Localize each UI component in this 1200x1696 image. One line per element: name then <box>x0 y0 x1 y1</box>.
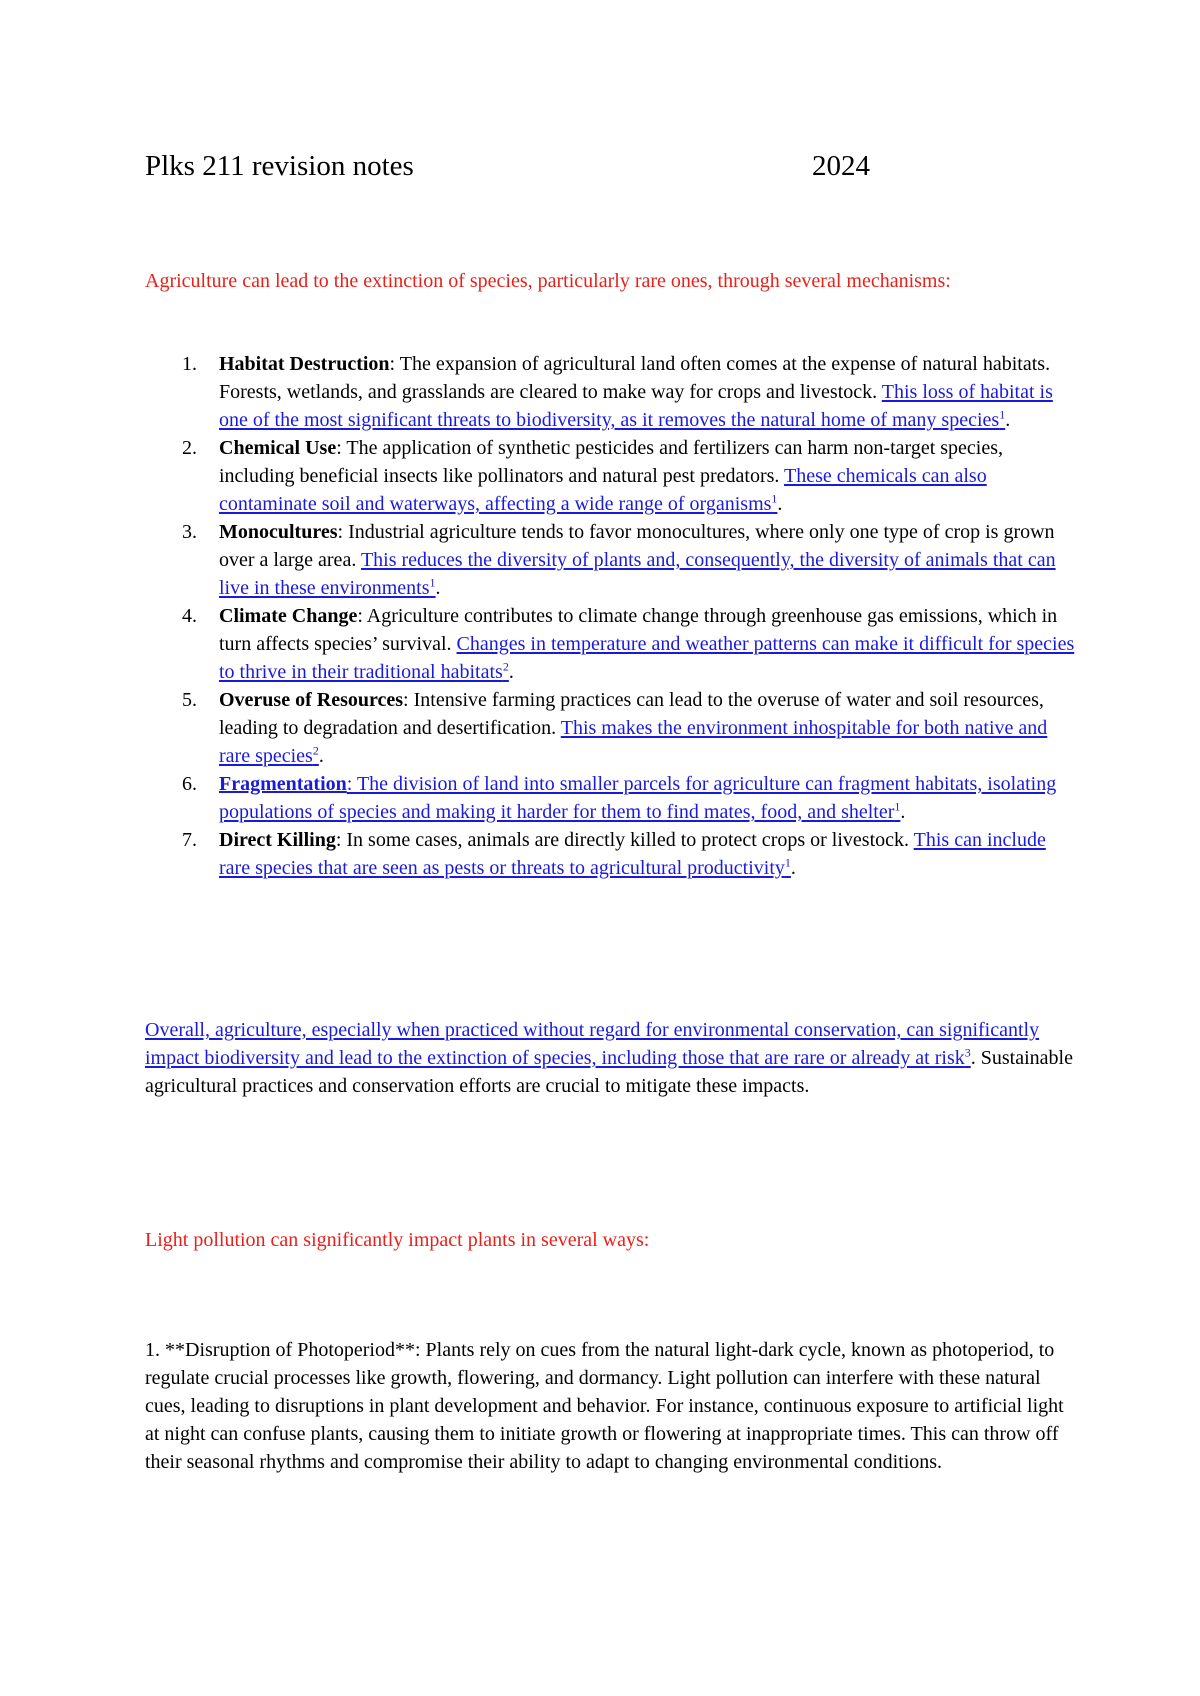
list-item <box>145 826 1075 882</box>
list-number: 2. <box>182 437 197 459</box>
citation-link[interactable]: : The division of land into smaller parcels for agriculture can fragment habitats, isolating populations of species and making it harder for them to find mates, food, and shelter$^1$ <box>219 773 1057 823</box>
section1-intro: Agriculture can lead to the extinction of species, particularly rare ones, through several mechanisms: <box>145 270 951 292</box>
list-end: . <box>318 745 324 767</box>
reference-number[interactable]: 1 <box>784 855 791 870</box>
reference-number[interactable]: 3 <box>964 1045 971 1060</box>
list-text: : Industrial agriculture tends to favor monocultures, where only one type of crop is grown over a large area. <box>219 521 1055 571</box>
list-term: Monocultures <box>219 521 338 543</box>
list-text: : The application of synthetic pesticides and fertilizers can harm non-target species, including beneficial insects like pollinators and natural pest predators. <box>219 437 1004 487</box>
list-number: 4. <box>182 605 197 627</box>
reference-number[interactable]: 1 <box>771 491 778 506</box>
citation-link[interactable]: This makes the environment inhospitable for both native and rare species$^2$ <box>219 717 1048 767</box>
list-item <box>145 518 1075 602</box>
list-number: 1. <box>182 353 197 375</box>
mechanisms-list <box>145 350 1075 882</box>
list-end: . <box>1005 409 1011 431</box>
list-item <box>145 602 1075 686</box>
section2-intro: Light pollution can significantly impact plants in several ways: <box>145 1229 650 1251</box>
list-item <box>145 686 1075 770</box>
list-term-link[interactable]: Fragmentation <box>219 773 347 795</box>
reference-number[interactable]: 1 <box>894 799 901 814</box>
reference-number[interactable]: 2 <box>502 659 509 674</box>
list-term: Habitat Destruction <box>219 353 390 375</box>
citation-link[interactable]: This reduces the diversity of plants and, consequently, the diversity of animals that can live in these environments$^1$ <box>219 549 1056 599</box>
list-term: Overuse of Resources <box>219 689 404 711</box>
list-item <box>145 350 1075 434</box>
citation-link[interactable]: This loss of habitat is one of the most significant threats to biodiversity, as it removes the natural home of many species$^1$ <box>219 381 1053 431</box>
citation-link[interactable]: These chemicals can also contaminate soil and waterways, affecting a wide range of organisms$^1$ <box>219 465 987 515</box>
list-term: Climate Change <box>219 605 358 627</box>
list-term: Chemical Use <box>219 437 337 459</box>
citation-link[interactable]: This can include rare species that are seen as pests or threats to agricultural productivity$^1$ <box>219 829 1046 879</box>
list-text: : Intensive farming practices can lead to the overuse of water and soil resources, leading to degradation and desertification. <box>219 689 1044 739</box>
reference-number[interactable]: 1 <box>999 407 1006 422</box>
citation-link[interactable]: Changes in temperature and weather patterns can make it difficult for species to thrive in their traditional habitats$^2$ <box>219 633 1075 683</box>
list-number: 5. <box>182 689 197 711</box>
list-text: : In some cases, animals are directly killed to protect crops or livestock. <box>335 829 914 851</box>
list-end: . <box>435 577 441 599</box>
reference-number[interactable]: 2 <box>312 743 319 758</box>
reference-number[interactable]: 1 <box>429 575 436 590</box>
section2-paragraph: 1. **Disruption of Photoperiod**: Plants rely on cues from the natural light-dark cycle, known as photoperiod, to regulate crucial processes like growth, flowering, and dormancy. Light pollution can interfere with these natural cues, leading to disruptions in plant development and behavior. For instance, continuous exposure to artificial light at night can confuse plants, causing them to initiate growth or flowering at inappropriate times. This can throw off their seasonal rhythms and compromise their ability to adapt to changing environmental conditions. <box>145 1339 1064 1473</box>
list-term: Direct Killing <box>219 829 336 851</box>
summary-citation-link[interactable]: Overall, agriculture, especially when practiced without regard for environmental conservation, can significantly impact biodiversity and lead to the extinction of species, including those that are rare or already at risk$^3$ <box>145 1019 1040 1069</box>
list-number: 7. <box>182 829 197 851</box>
document-title-row <box>145 144 885 188</box>
list-text: : Agriculture contributes to climate change through greenhouse gas emissions, which in turn affects species’ survival. <box>219 605 1058 655</box>
document-title: Plks 211 revision notes <box>145 150 414 182</box>
list-end: . <box>508 661 514 683</box>
summary-text: . Sustainable agricultural practices and conservation efforts are crucial to mitigate these impacts. <box>145 1047 1073 1097</box>
list-number: 3. <box>182 521 197 543</box>
list-end: . <box>900 801 906 823</box>
list-end: . <box>790 857 796 879</box>
list-item <box>145 770 1075 826</box>
document-year: 2024 <box>812 150 870 182</box>
section1-summary <box>145 1016 1075 1100</box>
list-number: 6. <box>182 773 197 795</box>
list-end: . <box>777 493 783 515</box>
list-text: : The expansion of agricultural land often comes at the expense of natural habitats. Forests, wetlands, and grasslands are cleared to make way for crops and livestock. <box>219 353 1051 403</box>
list-item <box>145 434 1075 518</box>
